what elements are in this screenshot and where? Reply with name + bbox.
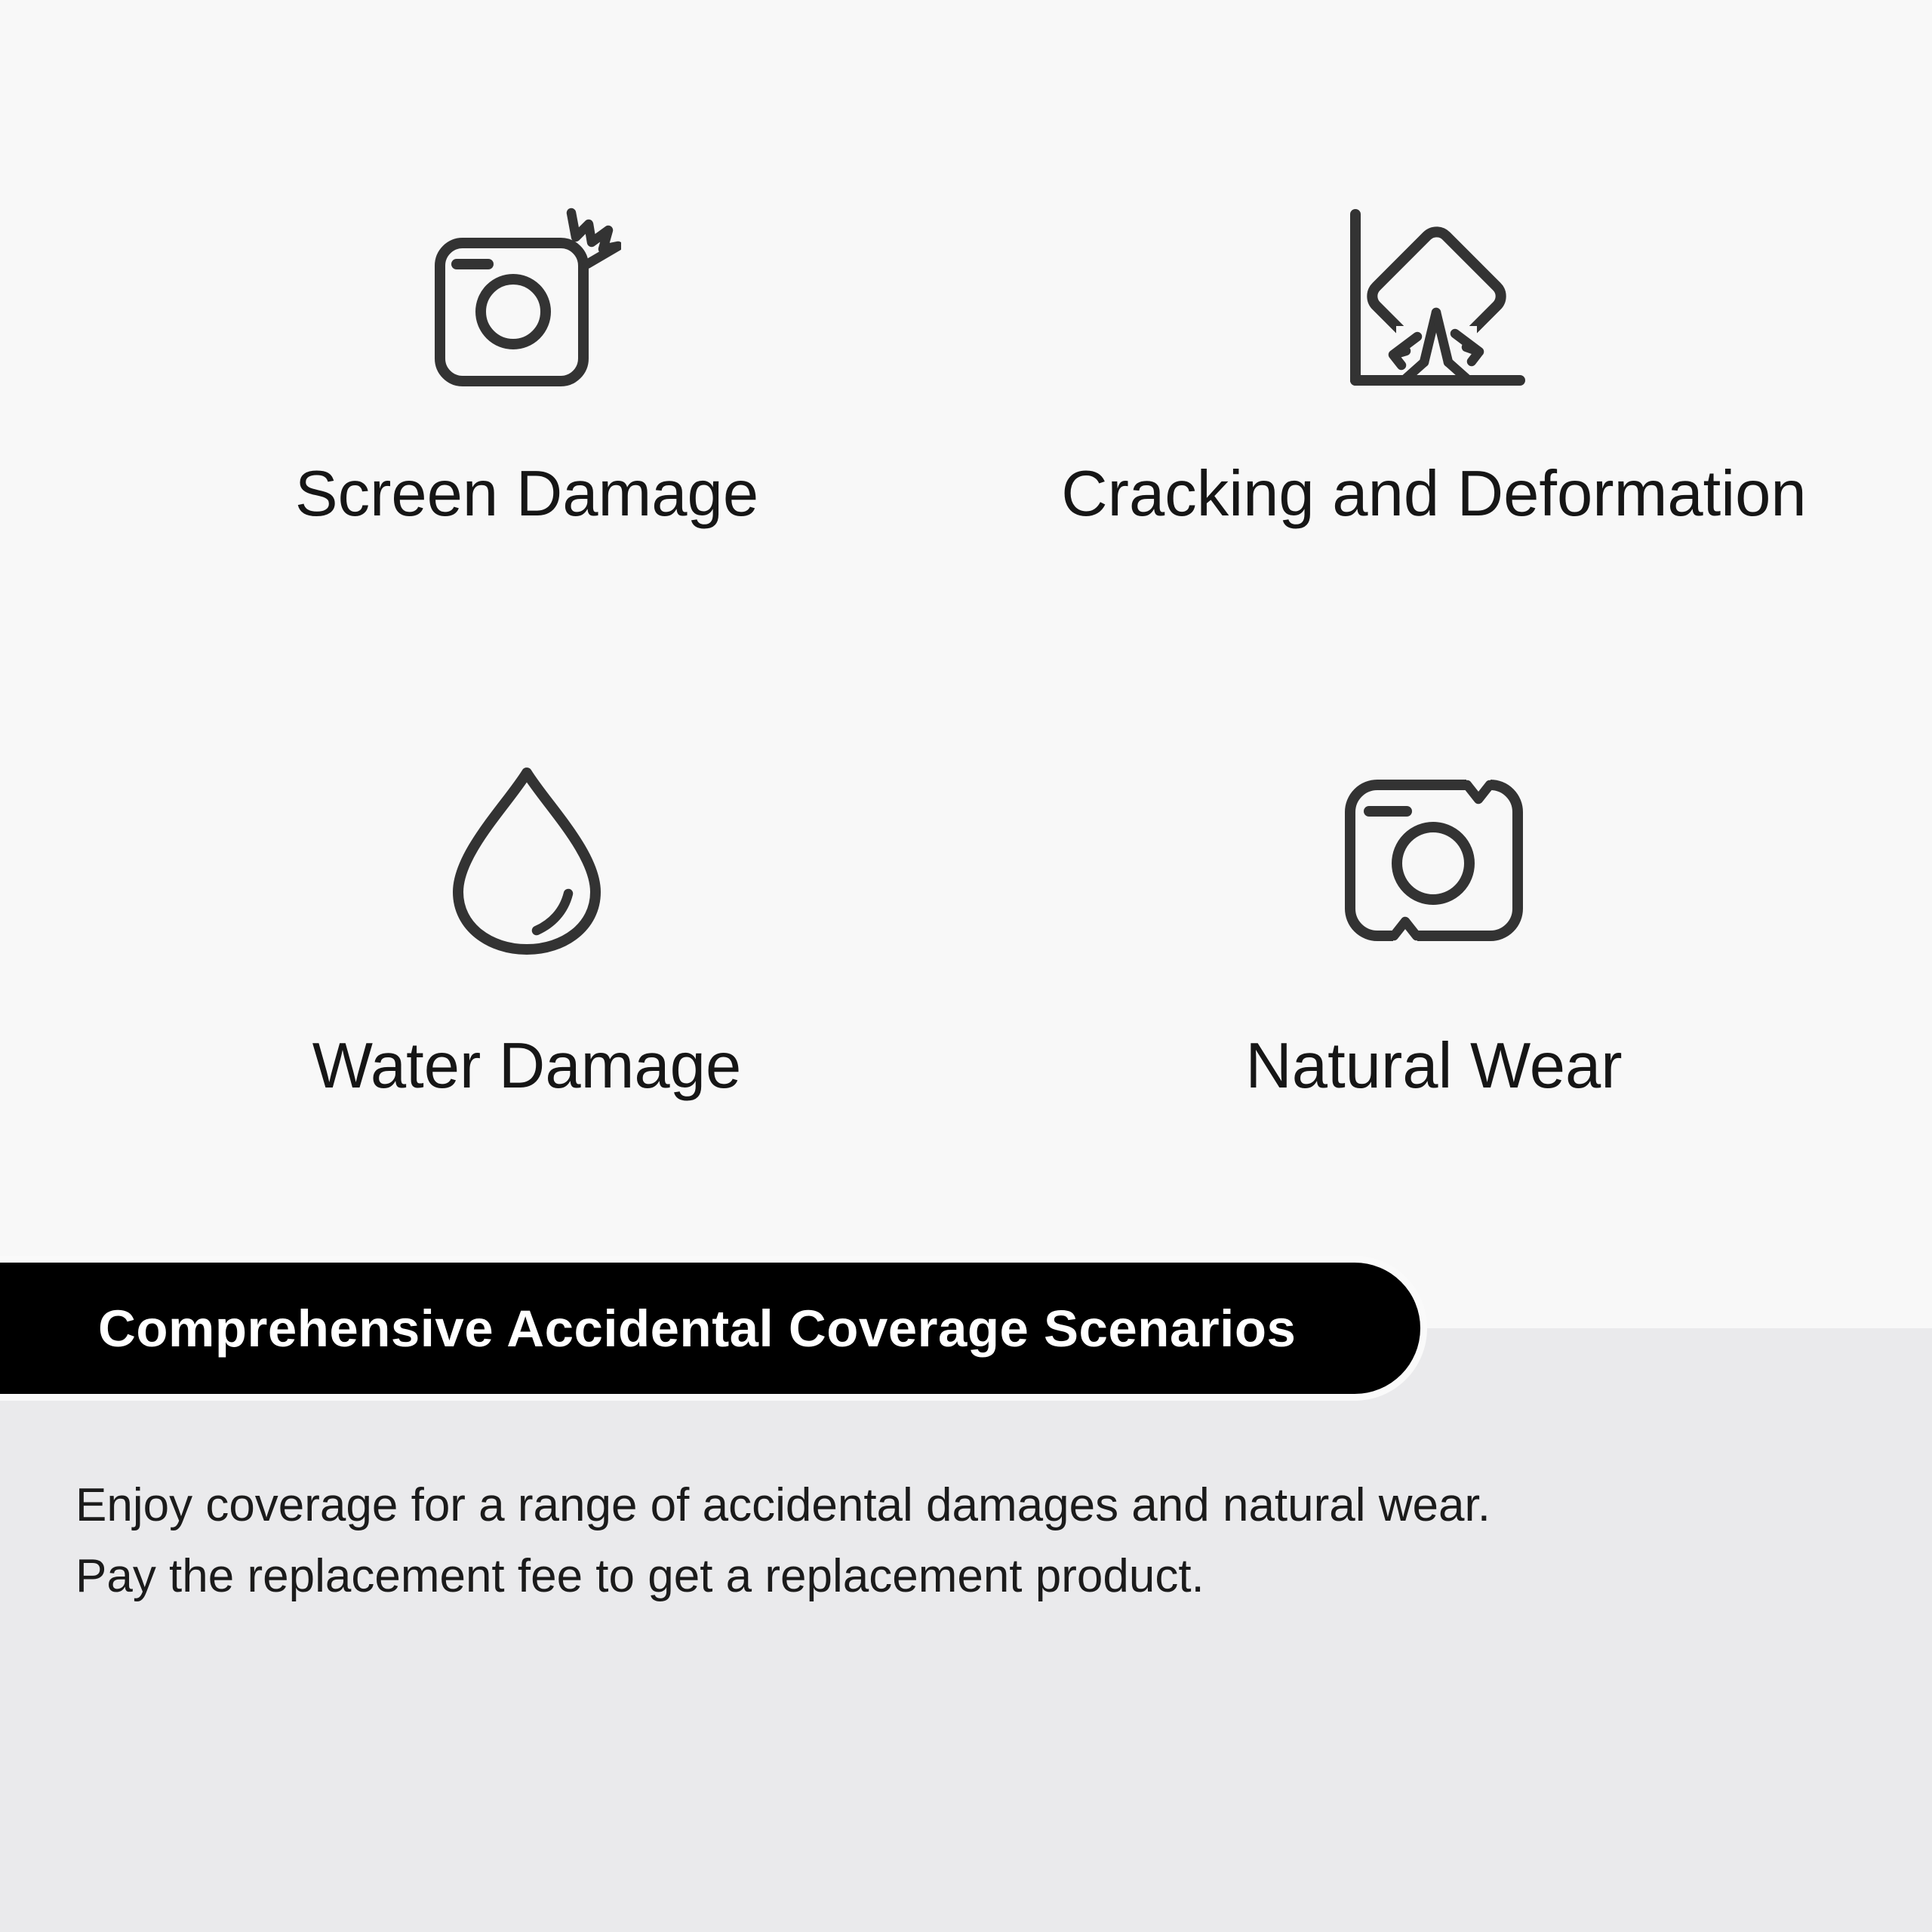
scenario-water-damage [0,762,1054,1102]
icon-wrap [432,190,621,386]
scenario-natural-wear [1054,762,1814,1102]
description-line-1: Enjoy coverage for a range of accidental damages and natural wear. [75,1479,1491,1531]
scenario-label: Water Damage [312,1030,742,1102]
icon-wrap [1342,190,1526,386]
water-drop-icon [448,764,606,957]
coverage-description [75,1470,1872,1612]
coverage-banner [0,1263,1420,1394]
scenario-grid [0,190,1932,1102]
scenario-screen-damage [0,190,1054,530]
description-line-2: Pay the replacement fee to get a replacement product. [75,1550,1204,1602]
icon-wrap [448,762,606,958]
scenario-label: Natural Wear [1245,1030,1623,1102]
scenario-label: Screen Damage [294,458,759,530]
lower-gray-background [0,1328,1932,1932]
scenario-cracking-deformation [1054,190,1814,530]
scenario-label: Cracking and Deformation [1061,458,1807,530]
icon-wrap [1343,762,1524,958]
camera-screen-impact-icon [432,196,621,386]
dropped-device-impact-icon [1342,208,1526,386]
worn-camera-icon [1343,778,1524,943]
banner-title: Comprehensive Accidental Coverage Scenarios [98,1299,1297,1358]
